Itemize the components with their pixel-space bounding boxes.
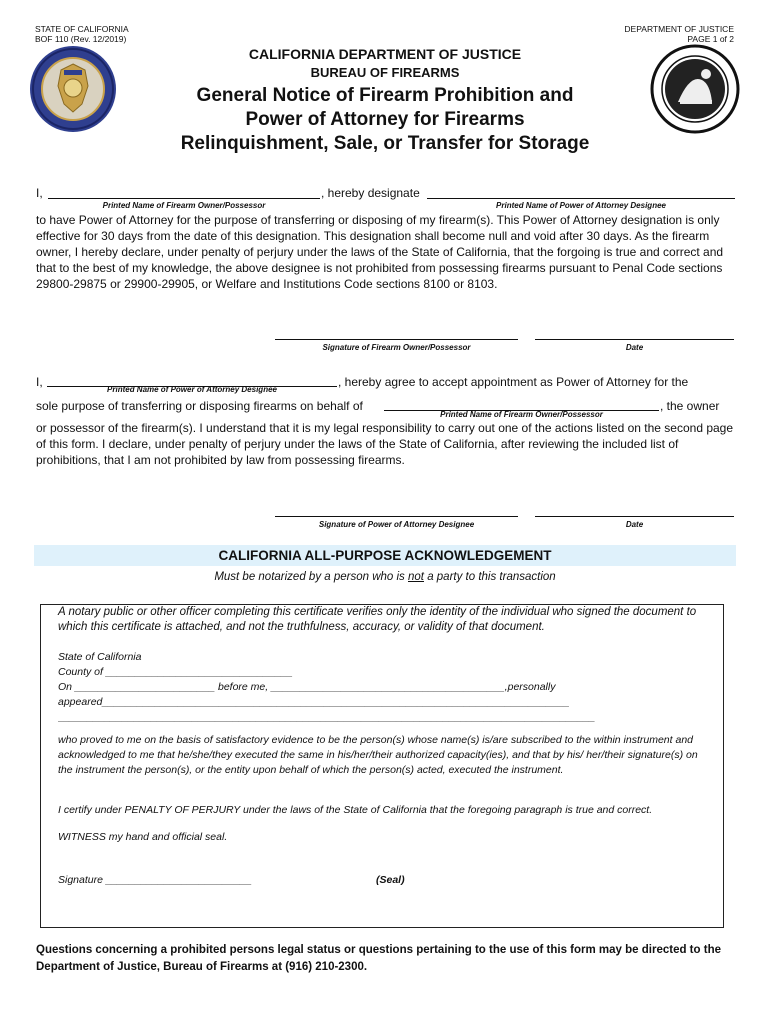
ack-sub-pre: Must be notarized by a person who is bbox=[214, 571, 408, 583]
designee-signature-caption: Signature of Power of Attorney Designee bbox=[318, 520, 475, 529]
designee-name-caption-2: Printed Name of Power of Attorney Designee bbox=[107, 385, 277, 394]
page-number: PAGE 1 of 2 bbox=[687, 34, 734, 44]
state-label: STATE OF CALIFORNIA bbox=[35, 24, 129, 34]
notary-appeared[interactable]: appeared________________________________________________________________________________ bbox=[58, 696, 570, 708]
section2-agree: , hereby agree to accept appointment as Power of Attorney for the bbox=[338, 375, 689, 389]
notary-intro: A notary public or other officer completing this certificate verifies only the identity of the individual who signed the document to which this certificate is attached, and not the truthfulness, accuracy, or validity of that document. bbox=[58, 606, 697, 633]
designee-signature-field[interactable] bbox=[275, 516, 518, 517]
notary-blank-line[interactable]: ____________________________________________________________________________________________ bbox=[58, 711, 596, 723]
agency-right: DEPARTMENT OF JUSTICE bbox=[624, 24, 734, 34]
page-title-line-2: Power of Attorney for Firearms bbox=[245, 109, 525, 130]
notary-proved: who proved to me on the basis of satisfactory evidence to be the person(s) whose name(s) is/are subscribed to the within instrument and acknowledged to me that he/she/they executed the same in his/her/their authorized capacity(ies), and that by his/ her/their signature(s) on the instrument the person(s), or the entity upon behalf of which the person(s) acted, executed the instrument. bbox=[58, 734, 698, 776]
owner-signature-caption: Signature of Firearm Owner/Possessor bbox=[322, 343, 471, 352]
owner-date-field[interactable] bbox=[535, 339, 734, 340]
notary-state: State of California bbox=[58, 651, 142, 663]
section2-the-owner: , the owner bbox=[660, 399, 720, 413]
page-title-line-1: General Notice of Firearm Prohibition and bbox=[196, 85, 574, 106]
bureau-heading: BUREAU OF FIREARMS bbox=[310, 65, 460, 80]
designee-name-field[interactable] bbox=[427, 198, 735, 199]
owner-date-caption: Date bbox=[625, 343, 644, 352]
owner-signature-field[interactable] bbox=[275, 339, 518, 340]
ack-sub-post: a party to this transaction bbox=[424, 571, 556, 583]
owner-name-caption: Printed Name of Firearm Owner/Possessor bbox=[102, 201, 266, 210]
designee-date-field[interactable] bbox=[535, 516, 734, 517]
ack-sub-not: not bbox=[408, 571, 424, 583]
acknowledgement-subtitle bbox=[34, 571, 736, 583]
section1-designate: , hereby designate bbox=[321, 186, 420, 200]
section2-i: I, bbox=[36, 375, 43, 389]
footer-questions: Questions concerning a prohibited persons legal status or questions pertaining to the use of this form may be directed to the Department of Justice, Bureau of Firearms at (916) 210-2300. bbox=[36, 944, 721, 973]
notary-county[interactable]: County of ________________________________ bbox=[58, 666, 293, 678]
page-title-line-3: Relinquishment, Sale, or Transfer for Storage bbox=[180, 133, 590, 154]
section2-sole-purpose: sole purpose of transferring or disposing firearms on behalf of bbox=[36, 399, 363, 413]
designee-date-caption: Date bbox=[625, 520, 644, 529]
designee-name-caption: Printed Name of Power of Attorney Designee bbox=[496, 201, 666, 210]
form-id: BOF 110 (Rev. 12/2019) bbox=[35, 34, 127, 44]
acknowledgement-heading: CALIFORNIA ALL-PURPOSE ACKNOWLEDGEMENT bbox=[218, 548, 552, 563]
notary-certify: I certify under PENALTY OF PERJURY under the laws of the State of California that the foregoing paragraph is true and correct. bbox=[58, 804, 653, 816]
section1-i: I, bbox=[36, 186, 43, 200]
notary-on-line[interactable]: On ________________________ before me, ________________________________________,personally bbox=[58, 681, 556, 693]
bureau-of-firearms-badge-icon bbox=[30, 46, 116, 132]
department-heading: CALIFORNIA DEPARTMENT OF JUSTICE bbox=[248, 46, 522, 62]
owner-name-field[interactable] bbox=[48, 198, 320, 199]
section2-paragraph: or possessor of the firearm(s). I understand that it is my legal responsibility to carry out one of the actions listed on the second page of this form. I declare, under penalty of perjury under the laws of the State of California, after reviewing the included list of prohibitions, that I am not prohibited by law from possessing firearms. bbox=[36, 421, 734, 467]
section1-paragraph: to have Power of Attorney for the purpose of transferring or disposing of my firearm(s). This Power of Attorney designation is only effective for 30 days from the date of this designation. This designation shall become null and void after 30 days. As the firearm owner, I hereby declare, under penalty of perjury under the laws of the State of California, that the forgoing is true and correct and that to the best of my knowledge, the above designee is not prohibited from possessing firearms pursuant to Penal Code sections 29800-29875 or 29900-29905, or Welfare and Institutions Code sections 8100 or 8103. bbox=[36, 213, 724, 291]
attorney-general-seal-icon bbox=[650, 44, 740, 134]
notary-signature[interactable]: Signature _________________________ bbox=[58, 874, 252, 886]
owner-name-caption-2: Printed Name of Firearm Owner/Possessor bbox=[440, 410, 603, 419]
notary-seal-label: (Seal) bbox=[376, 874, 405, 886]
notary-witness: WITNESS my hand and official seal. bbox=[58, 831, 228, 843]
